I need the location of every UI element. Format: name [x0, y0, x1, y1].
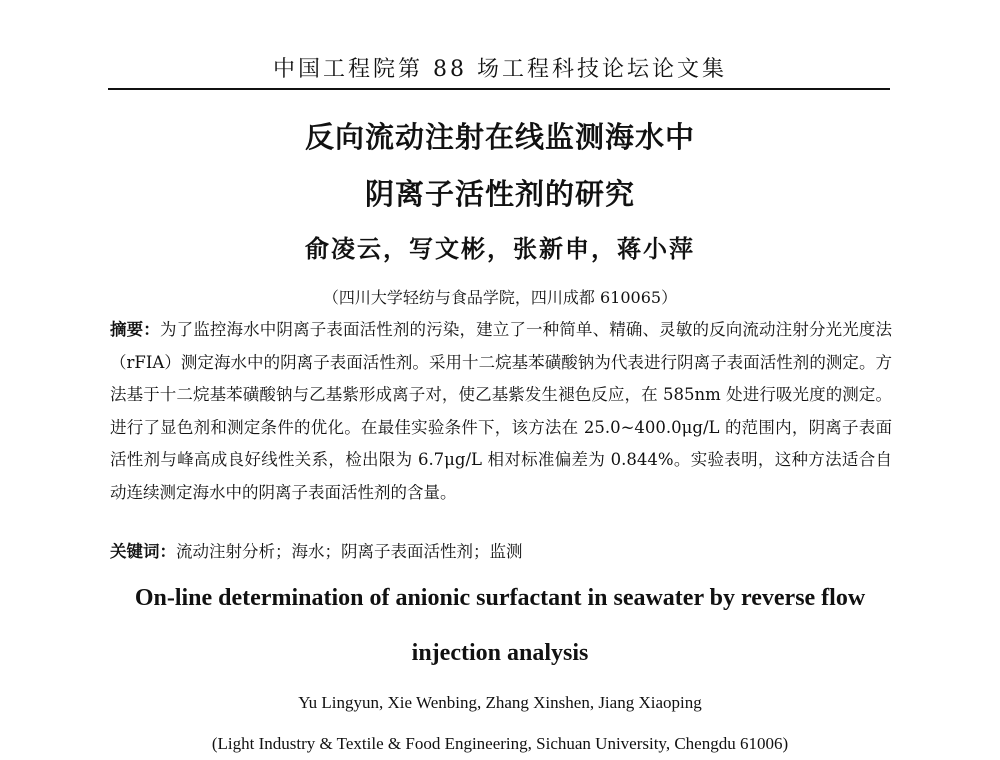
keywords-label: 关键词： [110, 542, 176, 561]
title-en-line1: On-line determination of anionic surfactant in seawater by reverse flow [134, 585, 866, 611]
title-cn-line1: 反向流动注射在线监测海水中 [304, 120, 695, 154]
abstract [110, 314, 892, 509]
keywords [110, 537, 892, 567]
header-rule [108, 88, 890, 90]
authors-en: Yu Lingyun, Xie Wenbing, Zhang Xinshen, Jiang Xiaoping [298, 693, 702, 712]
abstract-label: 摘要： [110, 320, 160, 339]
title-cn-line2: 阴离子活性剂的研究 [364, 177, 635, 211]
keywords-text: 流动注射分析；海水；阴离子表面活性剂；监测 [176, 542, 523, 561]
abstract-text: 为了监控海水中阴离子表面活性剂的污染，建立了一种简单、精确、灵敏的反向流动注射分光光度法（rFIA）测定海水中的阴离子表面活性剂。采用十二烷基苯磺酸钠为代表进行阴离子表面活性剂的测定。方法基于十二烷基苯磺酸钠与乙基紫形成离子对，使乙基紫发生褪色反应，在 585nm 处进行吸光度的测定。进行了显色剂和测定条件的优化。在最佳实验条件下，该方法在 25.0~400.0μg/L 的范围内，阴离子表面活性剂与峰高成良好线性关系，检出限为 6.7μg/L 相对标准偏差为 0.844%。实验表明，这种方法适合自动连续测定海水中的阴离子表面活性剂的含量。 [110, 320, 893, 502]
authors-cn: 俞凌云，写文彬，张新申，蒋小萍 [305, 234, 695, 263]
affiliation-cn: （四川大学轻纺与食品学院，四川成都 610065） [322, 288, 678, 307]
running-header: 中国工程院第 88 场工程科技论坛论文集 [273, 57, 727, 82]
title-en-line2: injection analysis [411, 640, 589, 666]
affiliation-en: (Light Industry & Textile & Food Engineering, Sichuan University, Chengdu 61006) [211, 734, 789, 753]
